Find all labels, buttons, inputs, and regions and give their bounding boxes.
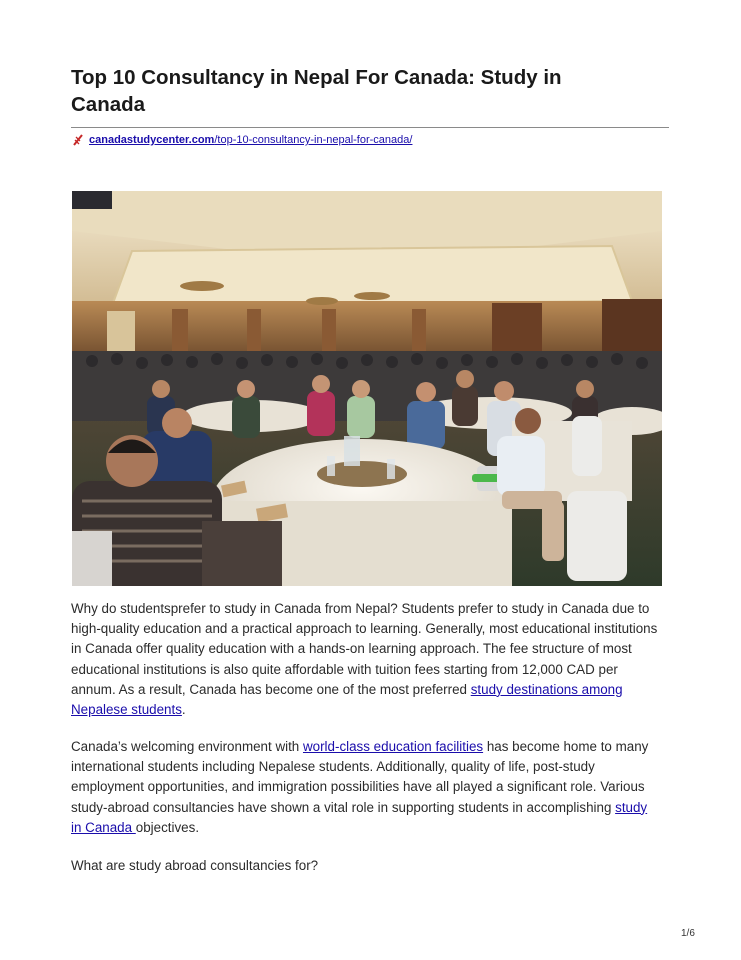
page-title: Top 10 Consultancy in Nepal For Canada: Study in Canada bbox=[71, 66, 562, 116]
intro-end: . bbox=[181, 702, 186, 718]
source-domain: canadastudycenter.com bbox=[89, 134, 215, 146]
page-number: 1/6 bbox=[681, 928, 695, 939]
source-url-link[interactable] bbox=[89, 133, 412, 147]
hero-image bbox=[72, 191, 662, 586]
study-destinations-link[interactable]: study destinations among Nepalese students bbox=[71, 681, 623, 718]
education-facilities-link[interactable]: world-class education facilities bbox=[302, 739, 484, 754]
environment-text-a: Canada’s welcoming environment with bbox=[71, 739, 303, 754]
source-path: /top-10-consultancy-in-nepal-for-canada/ bbox=[214, 134, 413, 146]
environment-text-b: has become home to many international students including Nepalese students. Additionally, quality of life, post-study employment opportunities, and immigration possibilities have all played a significant role. Various study-abroad consultancies have shown a vital role in supporting students in accomplishing bbox=[71, 739, 649, 815]
environment-paragraph bbox=[71, 737, 661, 838]
section-question: What are study abroad consultancies for? bbox=[71, 858, 319, 873]
title-divider bbox=[71, 127, 669, 128]
intro-paragraph bbox=[71, 599, 661, 720]
bookmark-clip-icon bbox=[71, 133, 85, 147]
study-in-canada-link[interactable]: study in Canada bbox=[71, 799, 648, 835]
source-link-row bbox=[71, 133, 412, 147]
environment-text-c: objectives. bbox=[135, 819, 200, 835]
intro-text: Why do studentsprefer to study in Canada from Nepal? Students prefer to study in Canada due to high-quality education and a practical approach to learning. Generally, most educational institutions in Canada offer quality education with a hands-on learning approach. The fee structure of most educational institutions is also quite affordable with tuition fees starting from 12,000 CAD per annum. As a result, Canada has become one of the most preferred bbox=[71, 601, 658, 697]
